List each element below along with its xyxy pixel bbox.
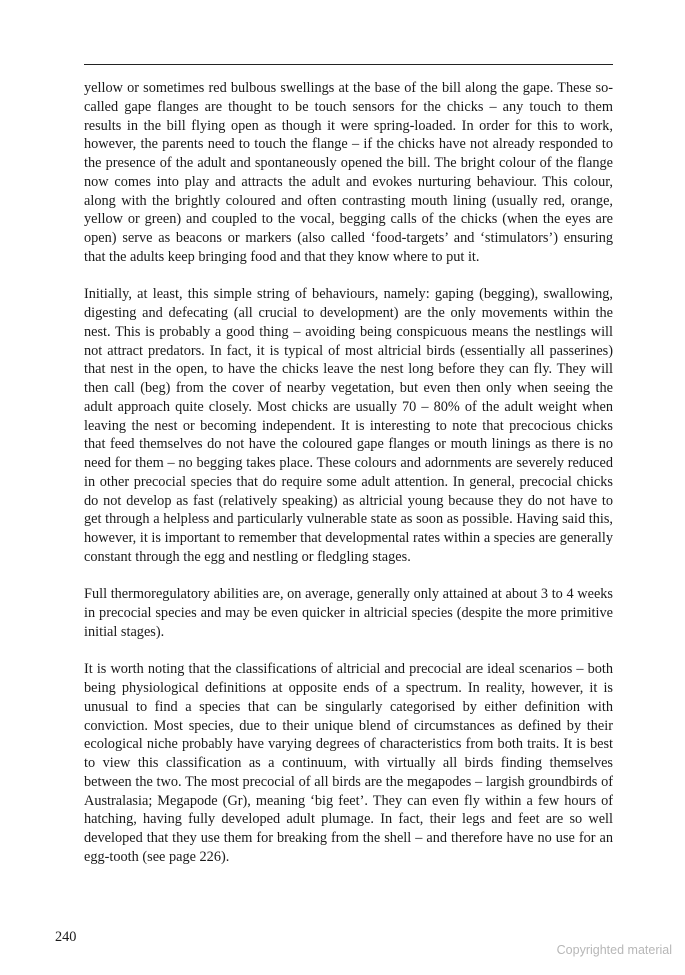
paragraph: yellow or sometimes red bulbous swellings at the base of the bill along the gape. These so-called gape flanges are thought to be touch sensors for the chicks – any touch to them results in the bill flying open as though it were spring-loaded. In order for this to work, however, the parents need to touch the flange – if the chicks have not already responded to the presence of the adult and spontaneously opened the bill. The bright colour of the flange now comes into play and attracts the adult and evokes nurturing behaviour. This colour, along with the brightly coloured and often contrasting mouth lining (usually red, orange, yellow or green) and coupled to the vocal, begging calls of the chicks (when the eyes are open) serve as beacons or markers (also called ‘food-targets’ and ‘stimulators’) ensuring that the adults keep bringing food and that they know where to put it. [84,80,613,265]
body-text [84,79,613,867]
paragraph: It is worth noting that the classifications of altricial and precocial are ideal scenarios – both being physiological definitions at opposite ends of a spectrum. In reality, however, it is unusual to find a species that can be singularly categorised by either definition with conviction. Most species, due to their unique blend of circumstances as defined by their ecological niche probably have varying degrees of characteristics from both traits. It is best to view this classification as a continuum, with virtually all birds finding themselves between the two. The most precocial of all birds are the megapodes – largish groundbirds of Australasia; Megapode (Gr), meaning ‘big feet’. They can even fly within a few hours of hatching, having fully developed adult plumage. In fact, their legs and feet are so well developed that they use them for breaking from the shell – and therefore have no use for an egg-tooth (see page 226). [84,661,613,865]
paragraph: Initially, at least, this simple string of behaviours, namely: gaping (begging), swallowing, digesting and defecating (all crucial to development) are the only movements within the nest. This is probably a good thing – avoiding being conspicuous means the nestlings will not attract predators. In fact, it is typical of most altricial birds (essentially all passerines) that nest in the open, to have the chicks leave the nest long before they can fly. They will then call (beg) from the cover of nearby vegetation, but even then only when seeing the adult approach quite closely. Most chicks are usually 70 – 80% of the adult weight when leaving the nest or becoming independent. It is interesting to note that precocious chicks that feed themselves do not have the coloured gape flanges or mouth linings as there is no need for them – no begging takes place. These colours and adornments are severely reduced in other precocial species that do require some adult attention. In general, precocial chicks do not develop as fast (relatively speaking) as altricial young because they do not have to get through a helpless and particularly vulnerable state as soon as possible. Having said this, however, it is important to remember that developmental rates within a species are generally constant through the egg and nestling or fledgling stages. [84,286,613,565]
header-rule [84,64,613,65]
paragraph: Full thermoregulatory abilities are, on average, generally only attained at about 3 to 4 weeks in precocial species and may be even quicker in altricial species (despite the more primitive initial stages). [84,586,613,640]
copyright-watermark: Copyrighted material [556,943,672,957]
page-number: 240 [55,929,77,945]
